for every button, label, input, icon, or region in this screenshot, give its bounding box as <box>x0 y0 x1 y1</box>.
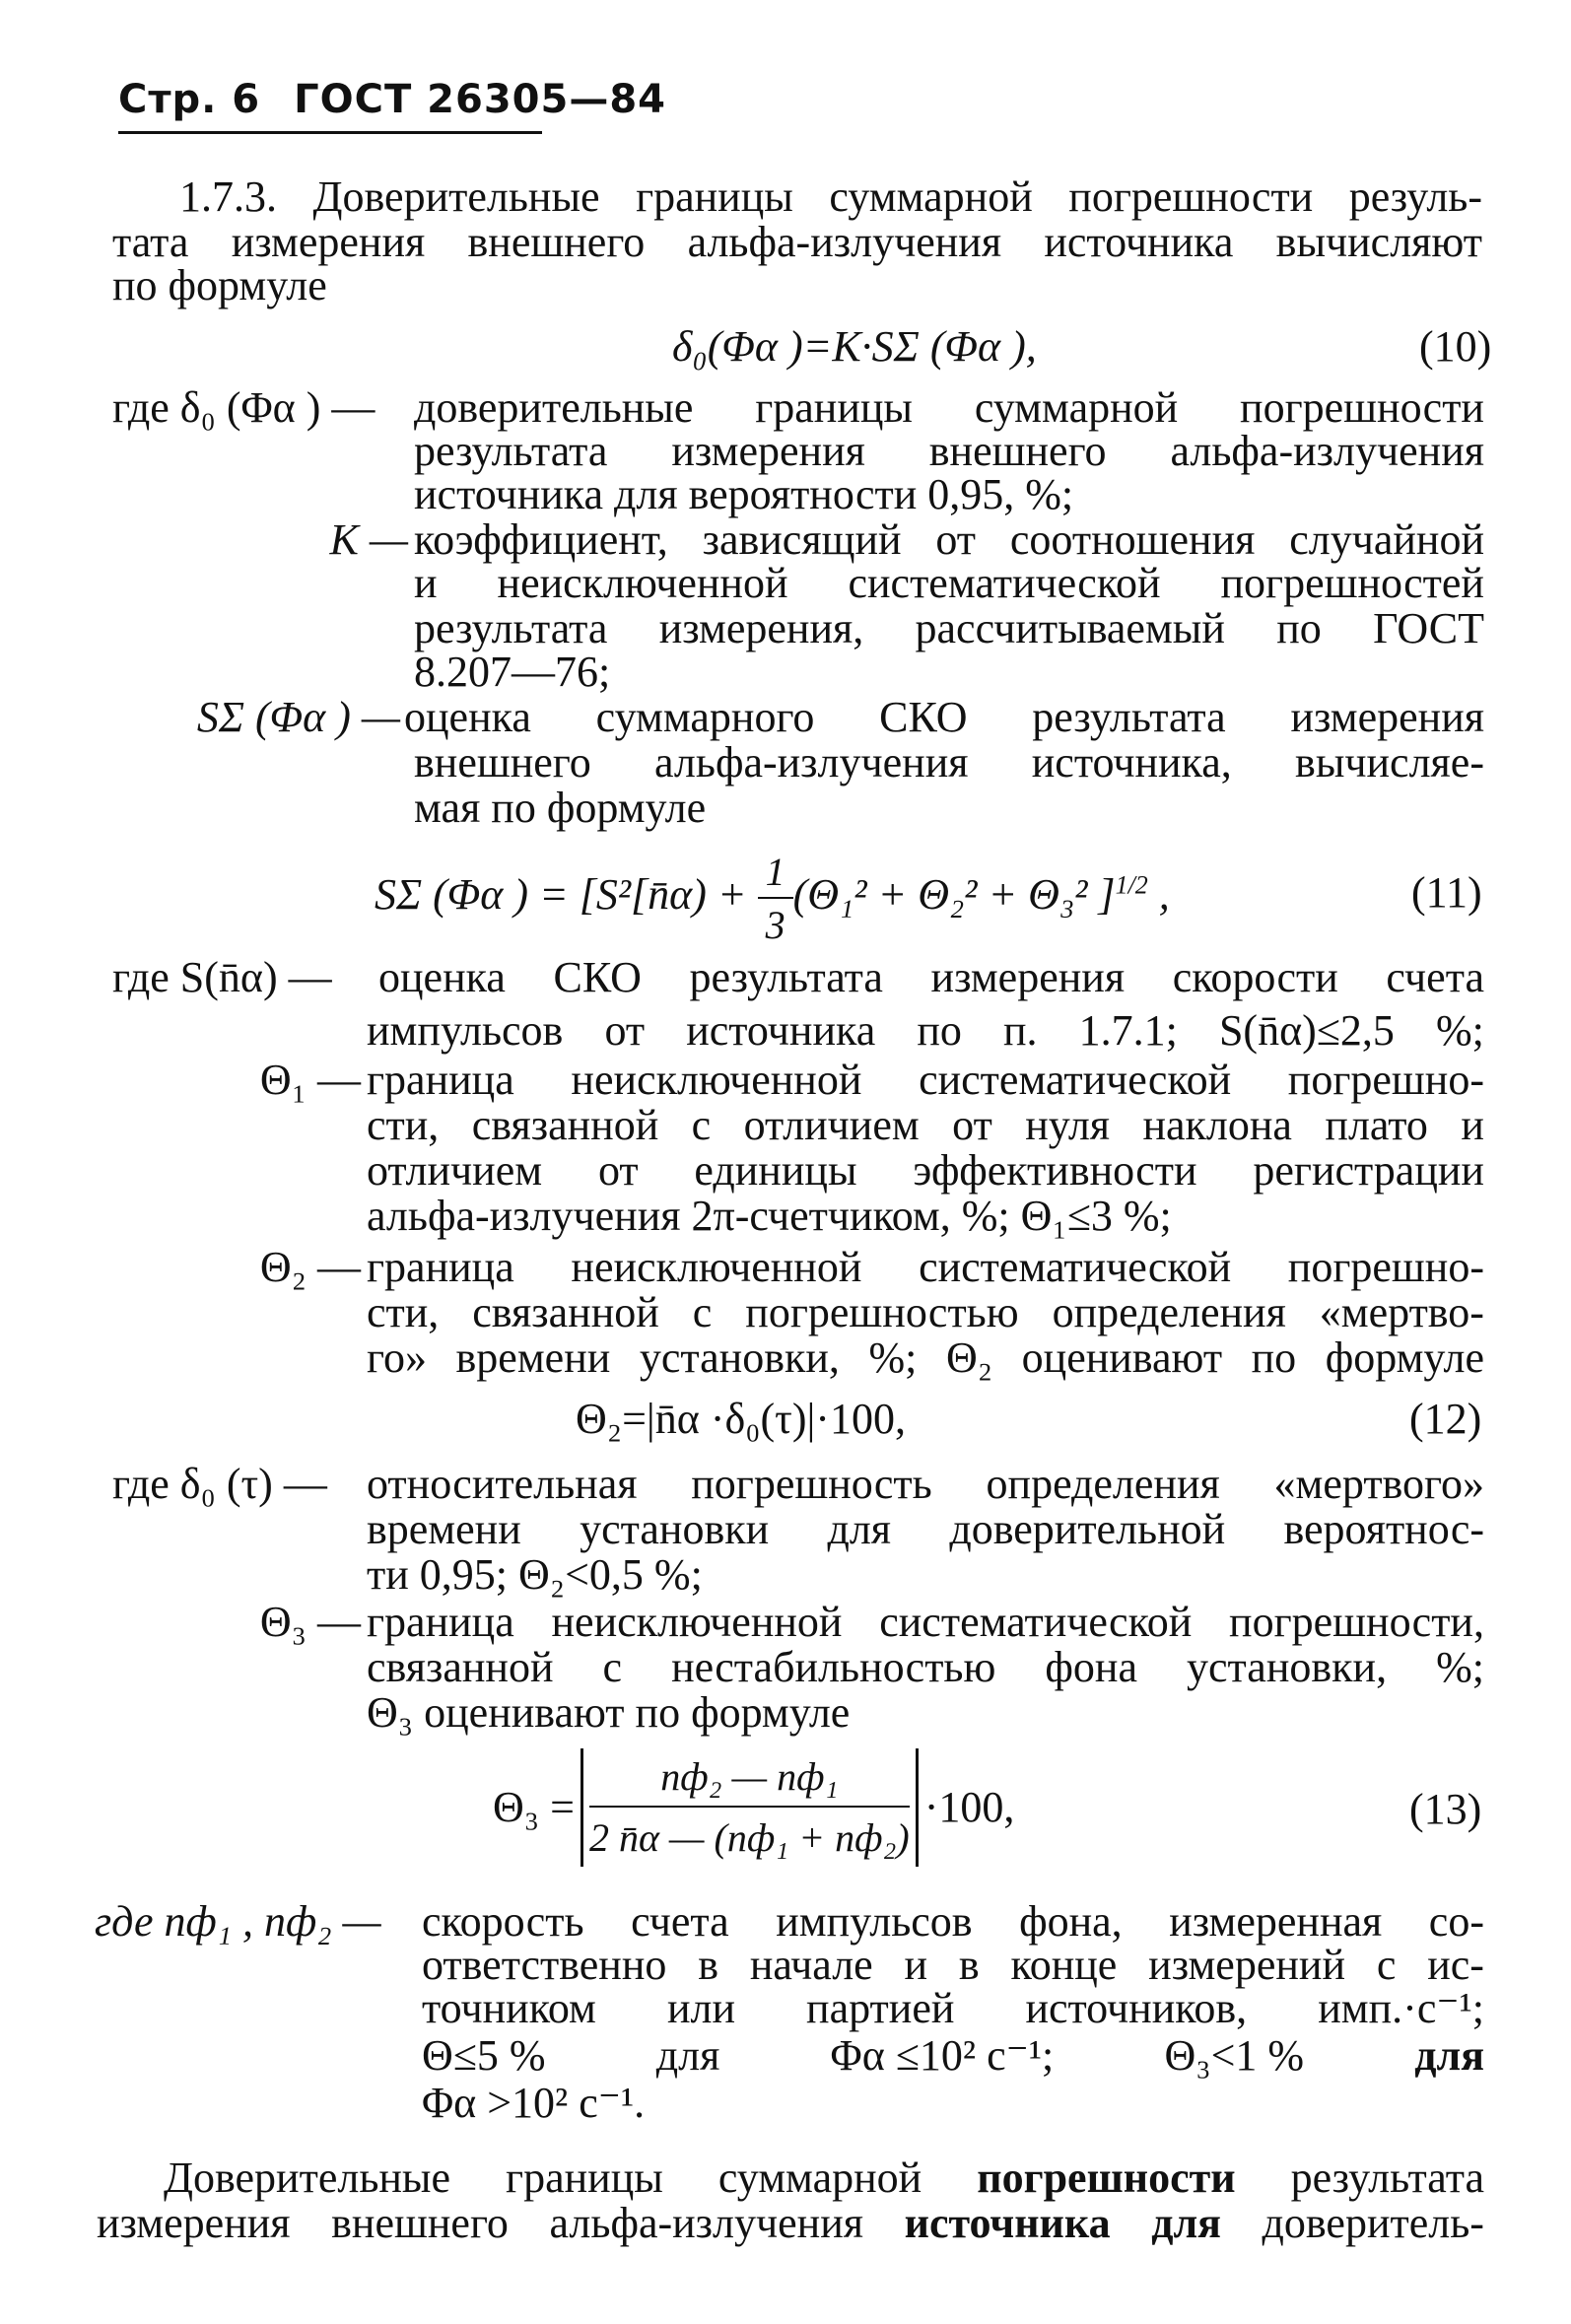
word: неисключенной <box>497 559 788 607</box>
word: границы <box>755 383 913 432</box>
word: измерения <box>930 953 1126 1001</box>
fraction-numerator: 1 <box>758 850 793 899</box>
word: неисключенной <box>571 1056 862 1104</box>
word: источников, <box>1025 1984 1248 2032</box>
term-line: мая по формуле <box>414 784 707 832</box>
term-line <box>367 1643 1484 1691</box>
equation-12: Θ₂=|n̄α ·δ₀(τ)|·100, <box>576 1395 906 1443</box>
word: относительная <box>367 1460 638 1508</box>
word: от <box>935 515 977 564</box>
word: для <box>655 2031 720 2080</box>
word: доверительной <box>949 1505 1226 1553</box>
word: начале <box>749 1941 873 1989</box>
word: внешнего <box>331 2199 509 2247</box>
header-rule <box>118 131 542 134</box>
word: установки <box>580 1505 770 1553</box>
word: границы <box>636 172 793 221</box>
word: результата <box>1290 2153 1484 2202</box>
term-label-S-n-alpha: где S(n̄α) — <box>112 953 332 1001</box>
word: или <box>666 1984 735 2032</box>
word: доверительные <box>414 383 694 432</box>
eq11-lhs: SΣ (Φα ) = [S²[n̄α) + <box>375 870 758 920</box>
word: систематической <box>919 1243 1232 1291</box>
term-label-delta0-phi: где δ₀ (Φα ) — <box>112 383 376 432</box>
fraction-numerator: nф₂ — nф₁ <box>589 1754 910 1808</box>
eq13-lhs: Θ₃ = <box>493 1783 575 1831</box>
word: суммарной <box>829 172 1033 221</box>
word: счета <box>631 1897 729 1946</box>
term-line <box>367 1460 1484 1508</box>
word: Φα ≤10² с⁻¹; <box>830 2031 1055 2080</box>
word: погрешно- <box>1287 1056 1484 1104</box>
word: и <box>414 559 438 607</box>
word: доверитель- <box>1262 2199 1484 2247</box>
word: наклона <box>1142 1101 1292 1149</box>
equation-12-number: (12) <box>1409 1395 1482 1443</box>
word: измерения <box>97 2199 291 2247</box>
word: в <box>958 1941 980 1989</box>
word: систематической <box>879 1598 1193 1646</box>
word: внешнего <box>928 427 1107 475</box>
word: погрешность <box>691 1460 932 1508</box>
word: «мертво- <box>1319 1288 1484 1336</box>
word: погрешностью <box>745 1288 1019 1336</box>
term-line <box>422 1897 1484 1946</box>
word: измерения, <box>658 604 864 652</box>
term-line: альфа-излучения 2π-счетчиком, %; Θ₁≤3 %; <box>367 1192 1172 1240</box>
word: п. <box>1002 1006 1038 1055</box>
eq13-tail: ·100, <box>923 1783 1015 1831</box>
term-line <box>367 1101 1484 1149</box>
equation-11 <box>375 850 1170 948</box>
word: Θ₂ <box>945 1333 993 1382</box>
word: измеренная <box>1169 1897 1383 1946</box>
word: нестабильностью <box>671 1643 996 1691</box>
word: и <box>904 1941 928 1989</box>
abs-bar-right <box>916 1748 919 1867</box>
equation-10: δ₀(Φα )=K·SΣ (Φα ), <box>672 322 1037 371</box>
eq11-rhs: (Θ₁² + Θ₂² + Θ₃² ] <box>792 870 1116 920</box>
term-line <box>367 1146 1484 1195</box>
equation-11-number: (11) <box>1411 868 1482 917</box>
equation-13 <box>493 1748 1014 1867</box>
word: нуля <box>1025 1101 1111 1149</box>
term-label-K: K — <box>329 515 408 564</box>
word: Θ₃<1 % <box>1164 2031 1305 2080</box>
word: вероятнос- <box>1283 1505 1484 1553</box>
word: граница <box>367 1598 514 1646</box>
term-label-S-sigma: SΣ (Φα ) — <box>196 693 400 741</box>
word: альфа-излучения <box>1170 427 1484 475</box>
word: измерения <box>671 427 865 475</box>
word: определения <box>986 1460 1220 1508</box>
word: коэффициент, <box>414 515 668 564</box>
word: определения <box>1052 1288 1286 1336</box>
word: соотношения <box>1009 515 1256 564</box>
word: ис- <box>1427 1941 1484 1989</box>
word: в <box>698 1941 718 1989</box>
word: граница <box>367 1243 514 1291</box>
word: результата <box>689 953 883 1001</box>
word: со- <box>1428 1897 1484 1946</box>
word: с <box>691 1101 712 1149</box>
word: альфа-излучения <box>654 738 969 786</box>
fraction-denominator: 3 <box>765 903 786 947</box>
fraction-denominator: 2 n̄α — (nф₁ + nф₂) <box>588 1815 910 1860</box>
page-number: Стр. 6 <box>118 77 261 122</box>
word: источника <box>904 2199 1111 2247</box>
term-line <box>367 1243 1484 1291</box>
word: S(n̄α)≤2,5 <box>1218 1006 1395 1055</box>
word: граница <box>367 1056 514 1104</box>
word: альфа-излучения <box>549 2199 864 2247</box>
term-line <box>422 1984 1484 2032</box>
word: внешнего <box>467 218 646 266</box>
term-label-theta3: Θ₃ — <box>259 1598 361 1646</box>
word: имп.·с⁻¹; <box>1318 1984 1484 2032</box>
word: резуль- <box>1348 172 1482 221</box>
word: внешнего <box>414 738 591 786</box>
word: связанной <box>367 1643 554 1691</box>
word: альфа-излучения <box>687 218 1002 266</box>
word: фона, <box>1019 1897 1123 1946</box>
word: с <box>602 1643 623 1691</box>
word: источника, <box>1031 738 1232 786</box>
word: погрешностей <box>1220 559 1484 607</box>
word: отличием <box>743 1101 920 1149</box>
term-line <box>404 693 1484 741</box>
word: связанной <box>472 1288 659 1336</box>
word: результата <box>414 427 608 475</box>
word: погрешности <box>1240 383 1484 432</box>
word: от <box>597 1146 639 1195</box>
word: зависящий <box>702 515 902 564</box>
word: вычисляют <box>1275 218 1482 266</box>
word: для <box>1414 2031 1484 2080</box>
word: неисключенной <box>571 1243 862 1291</box>
term-line: Φα >10² с⁻¹. <box>422 2079 646 2127</box>
word: Доверительные <box>312 172 600 221</box>
word: 1.7.3. <box>179 172 277 221</box>
word: сти, <box>367 1101 440 1149</box>
word: отличием <box>367 1146 543 1195</box>
word: %; <box>1436 1006 1484 1055</box>
word: фона <box>1045 1643 1137 1691</box>
closing-line-2 <box>97 2199 1484 2247</box>
word: систематической <box>848 559 1161 607</box>
word: случайной <box>1289 515 1484 564</box>
term-line <box>414 427 1484 475</box>
term-label-n-phi: где nф₁ , nф₂ — <box>95 1897 381 1946</box>
word: погрешности <box>977 2153 1236 2202</box>
term-line <box>422 2031 1484 2080</box>
page-header <box>118 77 666 122</box>
word: суммарной <box>717 2153 922 2202</box>
abs-bar-left <box>581 1748 583 1867</box>
word: для <box>1151 2199 1221 2247</box>
term-label-theta1: Θ₁ — <box>259 1056 361 1104</box>
word: погрешности <box>1068 172 1314 221</box>
eq11-tail: , <box>1147 870 1170 920</box>
word: оценивают <box>1021 1333 1223 1382</box>
para-line-3: по формуле <box>112 261 327 309</box>
term-line <box>422 1941 1484 1989</box>
para-line-2 <box>112 218 1482 266</box>
word: с <box>1376 1941 1397 1989</box>
word: и <box>1461 1101 1484 1149</box>
word: СКО <box>553 953 642 1001</box>
word: конце <box>1010 1941 1118 1989</box>
word: 1.7.1; <box>1078 1006 1178 1055</box>
term-line <box>378 953 1484 1001</box>
word: погрешно- <box>1287 1243 1484 1291</box>
word: партией <box>806 1984 955 2032</box>
term-line: 8.207—76; <box>414 648 611 696</box>
word: связанной <box>471 1101 659 1149</box>
word: установки, <box>1187 1643 1388 1691</box>
word: границы <box>506 2153 663 2202</box>
eq11-exponent: 1/2 <box>1115 870 1148 900</box>
word: времени <box>367 1505 521 1553</box>
term-line <box>367 1006 1484 1055</box>
word: систематической <box>919 1056 1232 1104</box>
word: единицы <box>694 1146 857 1195</box>
word: %; <box>1436 1643 1484 1691</box>
term-line <box>367 1598 1484 1646</box>
word: для <box>827 1505 892 1553</box>
equation-13-number: (13) <box>1409 1785 1482 1833</box>
word: по <box>917 1006 962 1055</box>
word: формуле <box>1325 1333 1484 1382</box>
word: регистрации <box>1253 1146 1484 1195</box>
word: скорости <box>1172 953 1338 1001</box>
word: точником <box>422 1984 596 2032</box>
term-line <box>367 1505 1484 1553</box>
term-line <box>414 515 1484 564</box>
word: от <box>952 1101 992 1149</box>
word: %; <box>868 1333 918 1382</box>
word: оценка <box>404 693 531 741</box>
term-line: ти 0,95; Θ₂<0,5 %; <box>367 1550 703 1599</box>
word: времени <box>455 1333 611 1382</box>
word: счета <box>1386 953 1484 1001</box>
term-line <box>414 383 1484 432</box>
word: источника <box>1044 218 1234 266</box>
word: измерения <box>1290 693 1484 741</box>
word: по <box>1276 604 1322 652</box>
term-line <box>414 604 1484 652</box>
word: погрешности, <box>1229 1598 1484 1646</box>
word: источника <box>686 1006 876 1055</box>
word: измерения <box>231 218 426 266</box>
word: импульсов <box>776 1897 973 1946</box>
equation-10-number: (10) <box>1419 322 1492 371</box>
word: суммарного <box>595 693 815 741</box>
term-line: Θ₃ оценивают по формуле <box>367 1688 851 1737</box>
word: скорость <box>422 1897 584 1946</box>
word: эффективности <box>913 1146 1197 1195</box>
word: суммарной <box>974 383 1179 432</box>
closing-line-1 <box>164 2153 1484 2202</box>
word: по <box>1251 1333 1297 1382</box>
word: «мертвого» <box>1273 1460 1484 1508</box>
word: с <box>692 1288 713 1336</box>
gost-number: ГОСТ 26305—84 <box>294 77 667 122</box>
term-line <box>367 1056 1484 1104</box>
para-line-1 <box>179 172 1482 221</box>
term-line <box>367 1288 1484 1336</box>
word: тата <box>112 218 189 266</box>
word: Θ≤5 % <box>422 2031 546 2080</box>
word: СКО <box>879 693 968 741</box>
word: от <box>604 1006 646 1055</box>
word: сти, <box>367 1288 440 1336</box>
term-label-theta2: Θ₂ — <box>259 1243 361 1291</box>
word: Доверительные <box>164 2153 451 2202</box>
word: ГОСТ <box>1373 604 1484 652</box>
term-line <box>414 738 1484 786</box>
eq11-fraction <box>758 850 793 948</box>
word: ответственно <box>422 1941 667 1989</box>
eq13-fraction <box>589 1754 910 1861</box>
word: плато <box>1325 1101 1428 1149</box>
word: неисключенной <box>551 1598 843 1646</box>
word: импульсов <box>367 1006 564 1055</box>
word: измерений <box>1148 1941 1346 1989</box>
word: вычисляе- <box>1295 738 1484 786</box>
term-label-delta0-tau: где δ₀ (τ) — <box>112 1460 327 1508</box>
word: оценка <box>378 953 506 1001</box>
word: установки, <box>639 1333 840 1382</box>
word: рассчитываемый <box>915 604 1225 652</box>
term-line: источника для вероятности 0,95, %; <box>414 470 1074 518</box>
word: результата <box>1032 693 1226 741</box>
word: го» <box>367 1333 427 1382</box>
word: результата <box>414 604 608 652</box>
term-line <box>414 559 1484 607</box>
term-line <box>367 1333 1484 1382</box>
